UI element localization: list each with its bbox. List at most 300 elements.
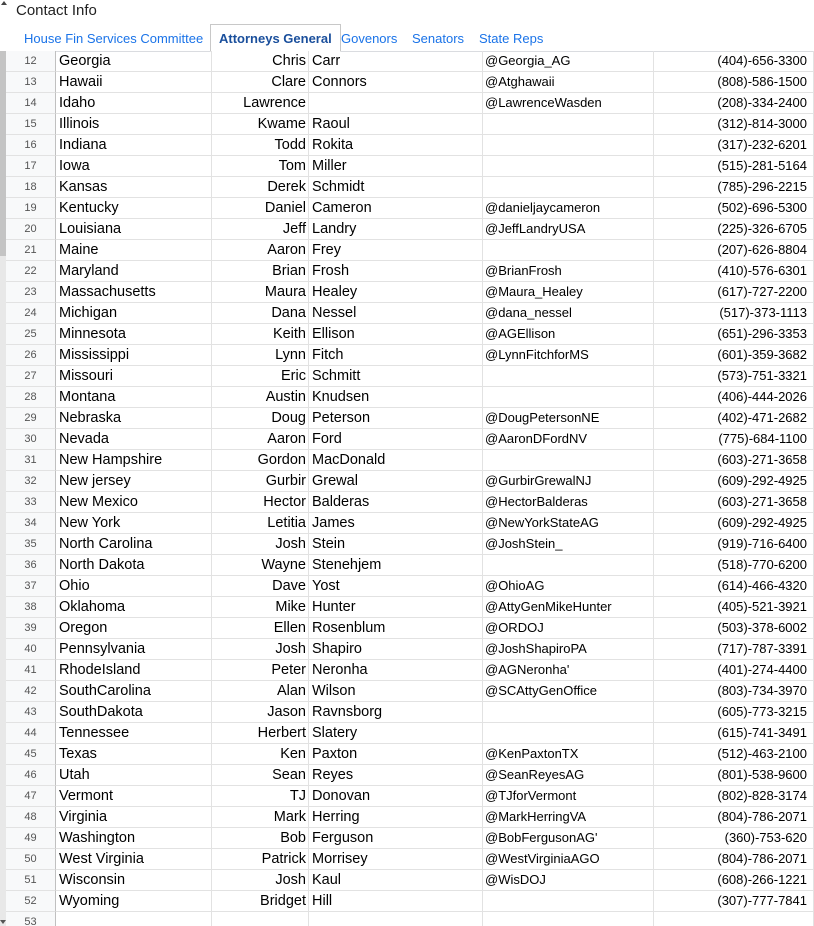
row-number: 26 xyxy=(6,345,56,366)
cell-last-name[interactable]: Kaul xyxy=(309,870,483,891)
cell-state[interactable]: Missouri xyxy=(56,366,212,387)
table-row xyxy=(0,786,814,807)
row-number: 42 xyxy=(6,681,56,702)
cell-first-name[interactable]: Keith xyxy=(212,324,309,345)
cell-phone[interactable]: (603)-271-3658 xyxy=(654,492,814,513)
cell-phone[interactable]: (785)-296-2215 xyxy=(654,177,814,198)
cell-phone[interactable]: (808)-586-1500 xyxy=(654,72,814,93)
cell-twitter-handle[interactable] xyxy=(483,135,654,156)
cell-state[interactable]: Texas xyxy=(56,744,212,765)
row-number: 23 xyxy=(6,282,56,303)
cell-last-name[interactable]: Hunter xyxy=(309,597,483,618)
cell-first-name[interactable]: Herbert xyxy=(212,723,309,744)
cell-twitter-handle[interactable]: @AttyGenMikeHunter xyxy=(483,597,654,618)
table-row xyxy=(0,723,814,744)
cell-first-name[interactable]: Bridget xyxy=(212,891,309,912)
cell-first-name[interactable]: Todd xyxy=(212,135,309,156)
cell-state[interactable]: Pennsylvania xyxy=(56,639,212,660)
cell-phone[interactable]: (609)-292-4925 xyxy=(654,513,814,534)
cell-state[interactable]: Oregon xyxy=(56,618,212,639)
cell-state[interactable]: New Mexico xyxy=(56,492,212,513)
cell-last-name[interactable]: Schmitt xyxy=(309,366,483,387)
cell-state[interactable]: Idaho xyxy=(56,93,212,114)
table-row xyxy=(0,408,814,429)
cell-phone[interactable]: (225)-326-6705 xyxy=(654,219,814,240)
cell-state[interactable]: Mississippi xyxy=(56,345,212,366)
cell-first-name[interactable]: Sean xyxy=(212,765,309,786)
row-number: 19 xyxy=(6,198,56,219)
cell-twitter-handle[interactable]: @LynnFitchforMS xyxy=(483,345,654,366)
cell-state[interactable]: Michigan xyxy=(56,303,212,324)
cell-last-name[interactable]: Connors xyxy=(309,72,483,93)
cell-phone[interactable]: (515)-281-5164 xyxy=(654,156,814,177)
row-number: 47 xyxy=(6,786,56,807)
cell-first-name[interactable]: Jason xyxy=(212,702,309,723)
cell-first-name[interactable]: Hector xyxy=(212,492,309,513)
cell-first-name[interactable]: Lawrence xyxy=(212,93,309,114)
cell-last-name[interactable]: Hill xyxy=(309,891,483,912)
cell-twitter-handle[interactable]: @danieljaycameron xyxy=(483,198,654,219)
cell-twitter-handle[interactable]: @OhioAG xyxy=(483,576,654,597)
cell-state[interactable]: Louisiana xyxy=(56,219,212,240)
cell-state[interactable]: New Hampshire xyxy=(56,450,212,471)
table-row xyxy=(0,387,814,408)
cell-phone[interactable]: (404)-656-3300 xyxy=(654,51,814,72)
cell-first-name[interactable]: Gordon xyxy=(212,450,309,471)
cell-twitter-handle[interactable] xyxy=(483,114,654,135)
row-number: 21 xyxy=(6,240,56,261)
cell-state[interactable]: Maryland xyxy=(56,261,212,282)
cell-phone[interactable]: (512)-463-2100 xyxy=(654,744,814,765)
table-row xyxy=(0,198,814,219)
cell-twitter-handle[interactable] xyxy=(483,366,654,387)
cell-phone[interactable]: (402)-471-2682 xyxy=(654,408,814,429)
cell-state[interactable]: Ohio xyxy=(56,576,212,597)
cell-phone[interactable]: (609)-292-4925 xyxy=(654,471,814,492)
row-number: 32 xyxy=(6,471,56,492)
cell-twitter-handle[interactable]: @HectorBalderas xyxy=(483,492,654,513)
cell-state[interactable]: West Virginia xyxy=(56,849,212,870)
cell-phone[interactable]: (410)-576-6301 xyxy=(654,261,814,282)
cell-twitter-handle[interactable] xyxy=(483,177,654,198)
cell-last-name[interactable]: Donovan xyxy=(309,786,483,807)
cell-first-name[interactable]: Kwame xyxy=(212,114,309,135)
cell-state[interactable]: Georgia xyxy=(56,51,212,72)
cell-twitter-handle[interactable] xyxy=(483,240,654,261)
cell-first-name[interactable]: Dave xyxy=(212,576,309,597)
cell-phone[interactable]: (615)-741-3491 xyxy=(654,723,814,744)
cell-last-name[interactable]: Rokita xyxy=(309,135,483,156)
table-row xyxy=(0,450,814,471)
cell-last-name[interactable]: Rosenblum xyxy=(309,618,483,639)
table-row xyxy=(0,513,814,534)
table-row xyxy=(0,597,814,618)
row-number: 17 xyxy=(6,156,56,177)
cell-state[interactable]: RhodeIsland xyxy=(56,660,212,681)
cell-first-name[interactable]: TJ xyxy=(212,786,309,807)
sheet-tabs xyxy=(0,24,814,52)
row-number: 46 xyxy=(6,765,56,786)
cell-phone[interactable]: (401)-274-4400 xyxy=(654,660,814,681)
cell-twitter-handle[interactable]: @WisDOJ xyxy=(483,870,654,891)
cell-phone[interactable]: (608)-266-1221 xyxy=(654,870,814,891)
cell-phone[interactable]: (406)-444-2026 xyxy=(654,387,814,408)
cell-state[interactable]: Vermont xyxy=(56,786,212,807)
cell-last-name[interactable]: Schmidt xyxy=(309,177,483,198)
cell-state[interactable]: Virginia xyxy=(56,807,212,828)
cell-twitter-handle[interactable] xyxy=(483,702,654,723)
cell-state[interactable]: North Carolina xyxy=(56,534,212,555)
cell-phone[interactable]: (775)-684-1100 xyxy=(654,429,814,450)
table-row xyxy=(0,471,814,492)
cell-first-name[interactable]: Chris xyxy=(212,51,309,72)
row-number: 15 xyxy=(6,114,56,135)
cell-phone[interactable]: (603)-271-3658 xyxy=(654,450,814,471)
collapse-caret-icon[interactable] xyxy=(1,1,7,5)
cell-last-name[interactable]: James xyxy=(309,513,483,534)
table-row xyxy=(0,639,814,660)
cell-state[interactable]: Montana xyxy=(56,387,212,408)
row-number: 14 xyxy=(6,93,56,114)
cell-last-name[interactable]: Miller xyxy=(309,156,483,177)
cell-phone[interactable]: (207)-626-8804 xyxy=(654,240,814,261)
table-row xyxy=(0,219,814,240)
row-number: 41 xyxy=(6,660,56,681)
cell-phone[interactable]: (360)-753-620 xyxy=(654,828,814,849)
cell-last-name[interactable] xyxy=(309,912,483,926)
table-row xyxy=(0,555,814,576)
cell-twitter-handle[interactable]: @JeffLandryUSA xyxy=(483,219,654,240)
cell-twitter-handle[interactable]: @ORDOJ xyxy=(483,618,654,639)
cell-last-name[interactable]: MacDonald xyxy=(309,450,483,471)
row-number: 29 xyxy=(6,408,56,429)
table-row xyxy=(0,72,814,93)
cell-twitter-handle[interactable] xyxy=(483,156,654,177)
row-number: 34 xyxy=(6,513,56,534)
table-row xyxy=(0,240,814,261)
table-row xyxy=(0,912,814,926)
row-number: 48 xyxy=(6,807,56,828)
cell-first-name[interactable]: Josh xyxy=(212,639,309,660)
table-row xyxy=(0,93,814,114)
row-number: 30 xyxy=(6,429,56,450)
row-number: 33 xyxy=(6,492,56,513)
row-number: 13 xyxy=(6,72,56,93)
cell-phone[interactable]: (803)-734-3970 xyxy=(654,681,814,702)
cell-state[interactable]: Minnesota xyxy=(56,324,212,345)
cell-first-name[interactable]: Daniel xyxy=(212,198,309,219)
row-number: 25 xyxy=(6,324,56,345)
cell-last-name[interactable]: Slatery xyxy=(309,723,483,744)
table-row xyxy=(0,156,814,177)
cell-last-name[interactable]: Cameron xyxy=(309,198,483,219)
cell-first-name[interactable]: Austin xyxy=(212,387,309,408)
cell-first-name[interactable]: Mark xyxy=(212,807,309,828)
table-row xyxy=(0,492,814,513)
cell-last-name[interactable]: Stenehjem xyxy=(309,555,483,576)
cell-first-name[interactable]: Alan xyxy=(212,681,309,702)
cell-twitter-handle[interactable]: @LawrenceWasden xyxy=(483,93,654,114)
cell-last-name[interactable]: Frosh xyxy=(309,261,483,282)
cell-phone[interactable]: (573)-751-3321 xyxy=(654,366,814,387)
cell-last-name[interactable]: Raoul xyxy=(309,114,483,135)
cell-phone[interactable]: (405)-521-3921 xyxy=(654,597,814,618)
cell-state[interactable]: Oklahoma xyxy=(56,597,212,618)
row-number: 35 xyxy=(6,534,56,555)
cell-last-name[interactable]: Knudsen xyxy=(309,387,483,408)
row-number: 40 xyxy=(6,639,56,660)
cell-last-name[interactable]: Herring xyxy=(309,807,483,828)
cell-phone[interactable]: (617)-727-2200 xyxy=(654,282,814,303)
cell-state[interactable]: Washington xyxy=(56,828,212,849)
cell-last-name[interactable]: Frey xyxy=(309,240,483,261)
cell-first-name[interactable]: Dana xyxy=(212,303,309,324)
cell-phone[interactable]: (614)-466-4320 xyxy=(654,576,814,597)
cell-last-name[interactable]: Reyes xyxy=(309,765,483,786)
cell-phone[interactable]: (317)-232-6201 xyxy=(654,135,814,156)
cell-last-name[interactable]: Ellison xyxy=(309,324,483,345)
cell-first-name[interactable]: Mike xyxy=(212,597,309,618)
cell-twitter-handle[interactable]: @MarkHerringVA xyxy=(483,807,654,828)
cell-state[interactable]: Kentucky xyxy=(56,198,212,219)
table-row xyxy=(0,303,814,324)
cell-phone[interactable]: (517)-373-1113 xyxy=(654,303,814,324)
row-number: 24 xyxy=(6,303,56,324)
tab-house-fin-services-committee[interactable]: House Fin Services Committee xyxy=(24,31,204,46)
cell-state[interactable]: Iowa xyxy=(56,156,212,177)
row-number: 45 xyxy=(6,744,56,765)
cell-phone[interactable]: (605)-773-3215 xyxy=(654,702,814,723)
cell-phone[interactable]: (802)-828-3174 xyxy=(654,786,814,807)
cell-last-name[interactable]: Neronha xyxy=(309,660,483,681)
cell-phone[interactable]: (651)-296-3353 xyxy=(654,324,814,345)
tab-state-reps[interactable]: State Reps xyxy=(479,31,544,46)
cell-twitter-handle[interactable] xyxy=(483,555,654,576)
table-row xyxy=(0,429,814,450)
row-number: 12 xyxy=(6,51,56,72)
cell-first-name[interactable]: Jeff xyxy=(212,219,309,240)
cell-last-name[interactable]: Nessel xyxy=(309,303,483,324)
row-number: 43 xyxy=(6,702,56,723)
cell-twitter-handle[interactable]: @WestVirginiaAGO xyxy=(483,849,654,870)
cell-state[interactable]: Massachusetts xyxy=(56,282,212,303)
tab-attorneys-general[interactable]: Attorneys General xyxy=(210,24,341,52)
cell-state[interactable]: North Dakota xyxy=(56,555,212,576)
cell-phone[interactable]: (502)-696-5300 xyxy=(654,198,814,219)
table-row xyxy=(0,765,814,786)
cell-first-name[interactable]: Aaron xyxy=(212,429,309,450)
cell-twitter-handle[interactable]: @BobFergusonAG' xyxy=(483,828,654,849)
title-bar xyxy=(0,0,814,24)
cell-twitter-handle[interactable]: @Georgia_AG xyxy=(483,51,654,72)
spreadsheet-grid xyxy=(0,51,814,926)
cell-state[interactable]: Nebraska xyxy=(56,408,212,429)
row-number: 37 xyxy=(6,576,56,597)
cell-first-name[interactable] xyxy=(212,912,309,926)
row-number: 44 xyxy=(6,723,56,744)
cell-first-name[interactable]: Clare xyxy=(212,72,309,93)
cell-first-name[interactable]: Ellen xyxy=(212,618,309,639)
cell-last-name[interactable]: Paxton xyxy=(309,744,483,765)
table-row xyxy=(0,114,814,135)
cell-twitter-handle[interactable]: @GurbirGrewalNJ xyxy=(483,471,654,492)
cell-state[interactable]: Wyoming xyxy=(56,891,212,912)
cell-phone[interactable]: (804)-786-2071 xyxy=(654,849,814,870)
cell-first-name[interactable]: Josh xyxy=(212,534,309,555)
cell-first-name[interactable]: Derek xyxy=(212,177,309,198)
cell-twitter-handle[interactable]: @AaronDFordNV xyxy=(483,429,654,450)
cell-state[interactable]: Indiana xyxy=(56,135,212,156)
cell-last-name[interactable]: Grewal xyxy=(309,471,483,492)
window-title: Contact Info xyxy=(16,2,97,19)
cell-last-name[interactable]: Ferguson xyxy=(309,828,483,849)
cell-twitter-handle[interactable]: @AGEllison xyxy=(483,324,654,345)
cell-twitter-handle[interactable]: @SeanReyesAG xyxy=(483,765,654,786)
cell-first-name[interactable]: Aaron xyxy=(212,240,309,261)
cell-phone[interactable]: (801)-538-9600 xyxy=(654,765,814,786)
cell-first-name[interactable]: Ken xyxy=(212,744,309,765)
table-row xyxy=(0,870,814,891)
row-number: 50 xyxy=(6,849,56,870)
table-row xyxy=(0,744,814,765)
cell-phone[interactable]: (919)-716-6400 xyxy=(654,534,814,555)
cell-state[interactable]: Hawaii xyxy=(56,72,212,93)
row-number: 52 xyxy=(6,891,56,912)
cell-phone[interactable]: (717)-787-3391 xyxy=(654,639,814,660)
cell-last-name[interactable] xyxy=(309,93,483,114)
cell-last-name[interactable]: Balderas xyxy=(309,492,483,513)
table-row xyxy=(0,576,814,597)
cell-twitter-handle[interactable] xyxy=(483,891,654,912)
cell-phone[interactable]: (208)-334-2400 xyxy=(654,93,814,114)
cell-state[interactable] xyxy=(56,912,212,926)
table-row xyxy=(0,891,814,912)
row-number: 22 xyxy=(6,261,56,282)
row-number: 28 xyxy=(6,387,56,408)
cell-state[interactable]: SouthCarolina xyxy=(56,681,212,702)
cell-phone[interactable]: (601)-359-3682 xyxy=(654,345,814,366)
cell-twitter-handle[interactable]: @JoshStein_ xyxy=(483,534,654,555)
table-row xyxy=(0,345,814,366)
row-number: 51 xyxy=(6,870,56,891)
row-number: 38 xyxy=(6,597,56,618)
cell-twitter-handle[interactable] xyxy=(483,450,654,471)
table-row xyxy=(0,177,814,198)
cell-twitter-handle[interactable] xyxy=(483,723,654,744)
cell-phone[interactable] xyxy=(654,912,814,926)
cell-twitter-handle[interactable]: @Maura_Healey xyxy=(483,282,654,303)
row-number: 27 xyxy=(6,366,56,387)
cell-first-name[interactable]: Bob xyxy=(212,828,309,849)
cell-last-name[interactable]: Morrisey xyxy=(309,849,483,870)
cell-first-name[interactable]: Brian xyxy=(212,261,309,282)
cell-twitter-handle[interactable]: @NewYorkStateAG xyxy=(483,513,654,534)
table-row xyxy=(0,534,814,555)
cell-state[interactable]: Wisconsin xyxy=(56,870,212,891)
table-row xyxy=(0,51,814,72)
row-number: 20 xyxy=(6,219,56,240)
cell-first-name[interactable]: Patrick xyxy=(212,849,309,870)
cell-twitter-handle[interactable]: @BrianFrosh xyxy=(483,261,654,282)
table-row xyxy=(0,702,814,723)
cell-twitter-handle[interactable]: @DougPetersonNE xyxy=(483,408,654,429)
row-number: 36 xyxy=(6,555,56,576)
cell-twitter-handle[interactable] xyxy=(483,912,654,926)
cell-first-name[interactable]: Tom xyxy=(212,156,309,177)
cell-phone[interactable]: (804)-786-2071 xyxy=(654,807,814,828)
cell-twitter-handle[interactable]: @KenPaxtonTX xyxy=(483,744,654,765)
row-number: 18 xyxy=(6,177,56,198)
row-number: 49 xyxy=(6,828,56,849)
cell-twitter-handle[interactable]: @AGNeronha' xyxy=(483,660,654,681)
cell-last-name[interactable]: Peterson xyxy=(309,408,483,429)
cell-phone[interactable]: (312)-814-3000 xyxy=(654,114,814,135)
cell-last-name[interactable]: Ravnsborg xyxy=(309,702,483,723)
cell-twitter-handle[interactable]: @JoshShapiroPA xyxy=(483,639,654,660)
cell-state[interactable]: SouthDakota xyxy=(56,702,212,723)
table-row xyxy=(0,366,814,387)
cell-last-name[interactable]: Fitch xyxy=(309,345,483,366)
cell-first-name[interactable]: Eric xyxy=(212,366,309,387)
cell-state[interactable]: Tennessee xyxy=(56,723,212,744)
table-row xyxy=(0,828,814,849)
cell-twitter-handle[interactable]: @SCAttyGenOffice xyxy=(483,681,654,702)
cell-twitter-handle[interactable]: @Atghawaii xyxy=(483,72,654,93)
cell-last-name[interactable]: Carr xyxy=(309,51,483,72)
row-number: 31 xyxy=(6,450,56,471)
tab-senators[interactable]: Senators xyxy=(412,31,465,46)
cell-first-name[interactable]: Josh xyxy=(212,870,309,891)
table-row xyxy=(0,660,814,681)
row-number: 39 xyxy=(6,618,56,639)
cell-first-name[interactable]: Letitia xyxy=(212,513,309,534)
cell-phone[interactable]: (503)-378-6002 xyxy=(654,618,814,639)
cell-first-name[interactable]: Maura xyxy=(212,282,309,303)
cell-state[interactable]: Nevada xyxy=(56,429,212,450)
cell-first-name[interactable]: Wayne xyxy=(212,555,309,576)
table-row xyxy=(0,618,814,639)
cell-last-name[interactable]: Landry xyxy=(309,219,483,240)
cell-twitter-handle[interactable] xyxy=(483,387,654,408)
cell-first-name[interactable]: Peter xyxy=(212,660,309,681)
cell-state[interactable]: Illinois xyxy=(56,114,212,135)
cell-twitter-handle[interactable]: @TJforVermont xyxy=(483,786,654,807)
table-row xyxy=(0,282,814,303)
cell-phone[interactable]: (518)-770-6200 xyxy=(654,555,814,576)
cell-last-name[interactable]: Yost xyxy=(309,576,483,597)
tab-govenors[interactable]: Govenors xyxy=(341,31,398,46)
row-number: 16 xyxy=(6,135,56,156)
table-row xyxy=(0,261,814,282)
cell-last-name[interactable]: Shapiro xyxy=(309,639,483,660)
cell-state[interactable]: New jersey xyxy=(56,471,212,492)
cell-first-name[interactable]: Doug xyxy=(212,408,309,429)
cell-first-name[interactable]: Lynn xyxy=(212,345,309,366)
table-row xyxy=(0,135,814,156)
cell-state[interactable]: Kansas xyxy=(56,177,212,198)
cell-state[interactable]: Utah xyxy=(56,765,212,786)
cell-last-name[interactable]: Healey xyxy=(309,282,483,303)
cell-last-name[interactable]: Ford xyxy=(309,429,483,450)
cell-first-name[interactable]: Gurbir xyxy=(212,471,309,492)
cell-last-name[interactable]: Stein xyxy=(309,534,483,555)
cell-phone[interactable]: (307)-777-7841 xyxy=(654,891,814,912)
cell-twitter-handle[interactable]: @dana_nessel xyxy=(483,303,654,324)
row-number: 53 xyxy=(6,912,56,926)
cell-state[interactable]: New York xyxy=(56,513,212,534)
cell-state[interactable]: Maine xyxy=(56,240,212,261)
cell-last-name[interactable]: Wilson xyxy=(309,681,483,702)
